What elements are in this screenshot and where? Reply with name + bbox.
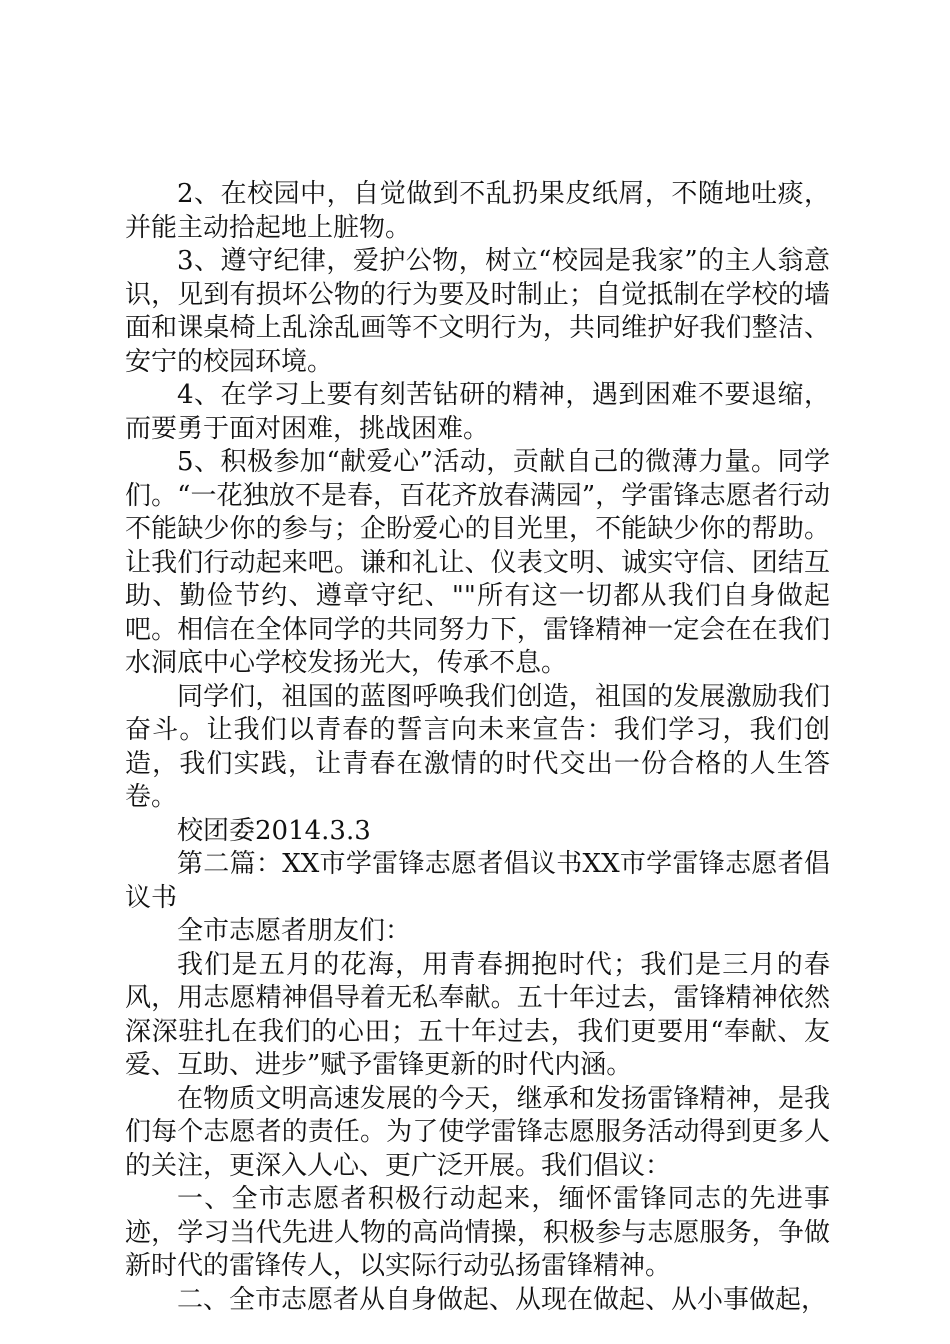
- proposal-item-2: 二、全市志愿者从自身做起、从现在做起、从小事做起，: [177, 1284, 828, 1315]
- section-heading: 第二篇：XX市学雷锋志愿者倡议书XX市学雷锋志愿者倡议书: [125, 849, 830, 913]
- salutation: 全市志愿者朋友们：: [177, 916, 412, 946]
- paragraph-item-2: 2、在校园中，自觉做到不乱扔果皮纸屑，不随地吐痰，并能主动拾起地上脏物。: [125, 179, 830, 243]
- intro-paragraph: 我们是五月的花海，用青春拥抱时代；我们是三月的春风，用志愿精神倡导着无私奉献。五十年过去，雷锋精神依然深深驻扎在我们的心田；五十年过去，我们更要用“奉献、友爱、互助、进步”赋予雷锋更新的时代内涵。: [125, 949, 830, 1080]
- proposal-paragraph: 在物质文明高速发展的今天，继承和发扬雷锋精神，是我们每个志愿者的责任。为了使学雷锋志愿服务活动得到更多人的关注，更深入人心、更广泛开展。我们倡议：: [125, 1083, 830, 1181]
- proposal-item-1: 一、全市志愿者积极行动起来，缅怀雷锋同志的先进事迹，学习当代先进人物的高尚情操，积极参与志愿服务，争做新时代的雷锋传人，以实际行动弘扬雷锋精神。: [125, 1184, 830, 1281]
- signature-line: 校团委2014.3.3: [177, 815, 371, 846]
- closing-paragraph: 同学们，祖国的蓝图呼唤我们创造，祖国的发展激励我们奋斗。让我们以青春的誓言向未来宣告：我们学习，我们创造，我们实践，让青春在激情的时代交出一份合格的人生答卷。: [125, 681, 830, 812]
- document-body: [125, 178, 830, 1317]
- paragraph-item-4: 4、在学习上要有刻苦钻研的精神，遇到困难不要退缩，而要勇于面对困难，挑战困难。: [125, 380, 830, 444]
- paragraph-item-3: 3、遵守纪律，爱护公物，树立“校园是我家”的主人翁意识，见到有损坏公物的行为要及时制止；自觉抵制在学校的墙面和课桌椅上乱涂乱画等不文明行为，共同维护好我们整洁、安宁的校园环境。: [125, 246, 830, 377]
- paragraph-item-5: 5、积极参加“献爱心”活动，贡献自己的微薄力量。同学们。“一花独放不是春，百花齐放春满园”，学雷锋志愿者行动不能缺少你的参与；企盼爱心的目光里，不能缺少你的帮助。让我们行动起来吧。谦和礼让、仪表文明、诚实守信、团结互助、勤俭节约、遵章守纪、""所有这一切都从我们自身做起吧。相信在全体同学的共同努力下，雷锋精神一定会在在我们水洞底中心学校发扬光大，传承不息。: [125, 447, 830, 678]
